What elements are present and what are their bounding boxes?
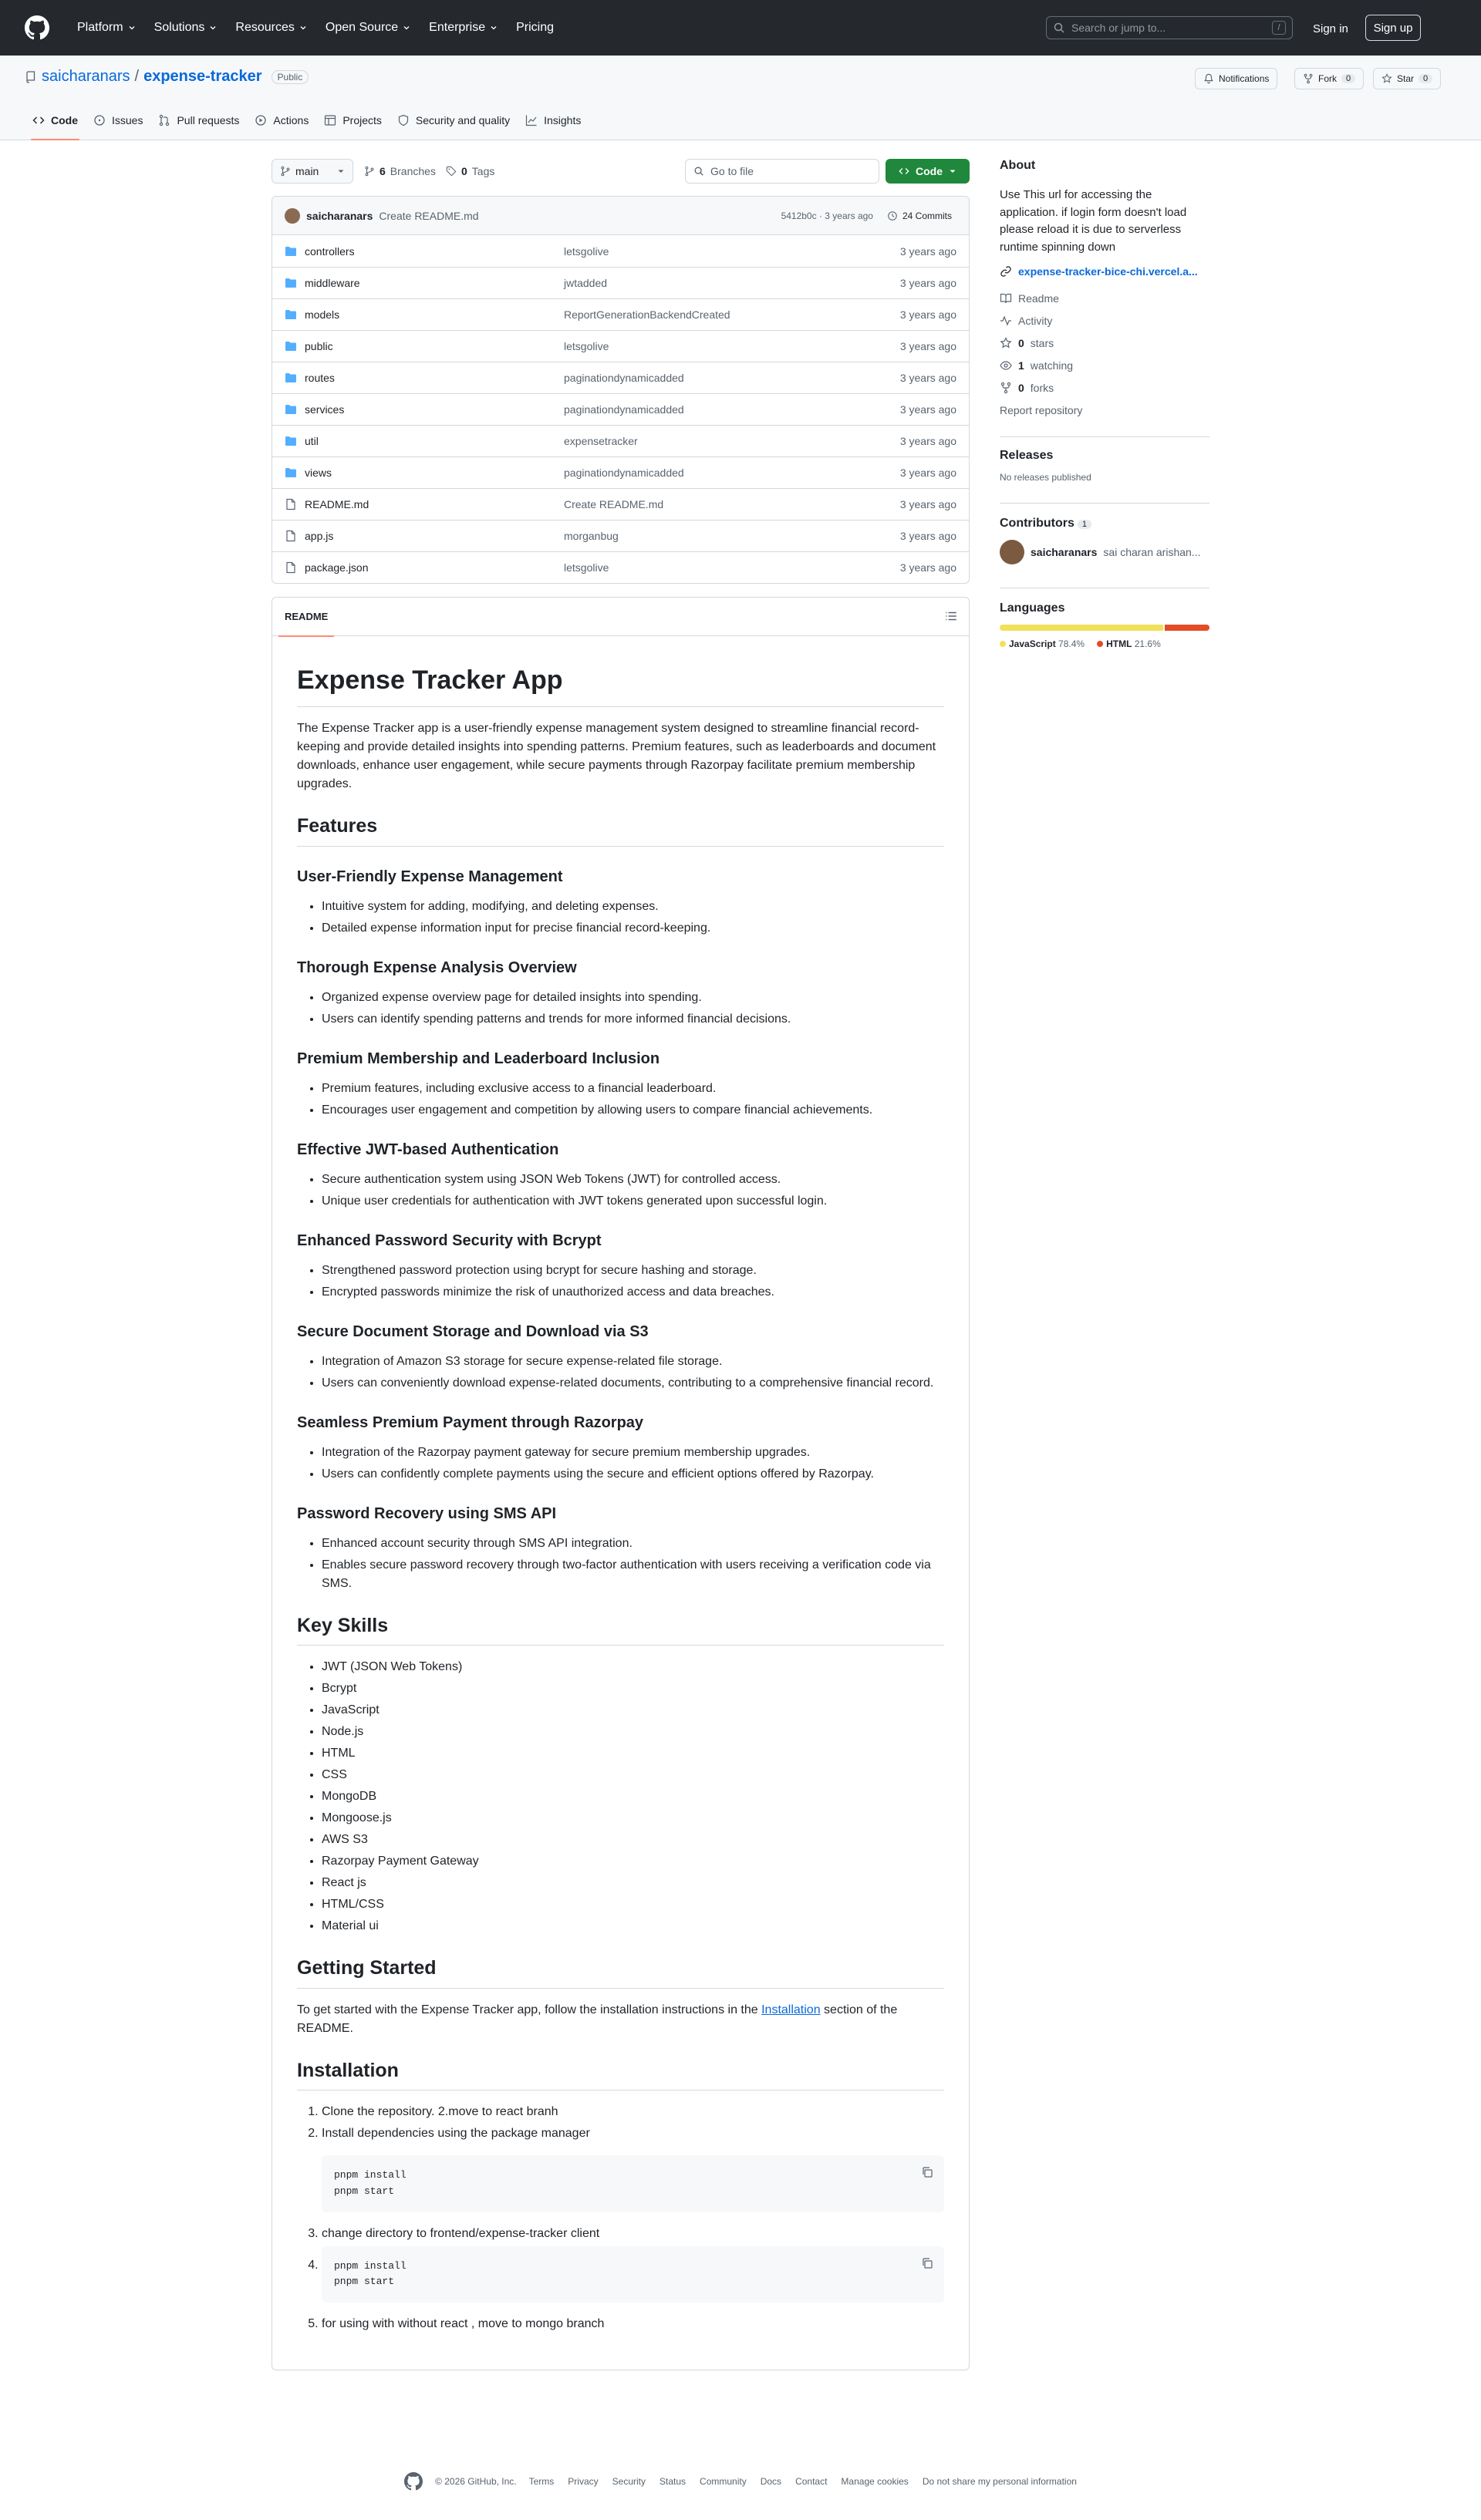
feature-heading: Password Recovery using SMS API [297, 1504, 557, 1522]
contributor-login: saicharanars [1031, 546, 1098, 558]
eye-icon [1000, 359, 1012, 372]
github-logo-icon[interactable] [404, 2472, 423, 2491]
play-icon [255, 114, 267, 126]
file-date: 3 years ago [899, 277, 956, 289]
forks-label: forks [1030, 381, 1054, 394]
releases-section [1000, 449, 1091, 483]
about-section [1000, 187, 1209, 421]
contributors-section [1000, 517, 1209, 564]
step-1: 1. Clone the repository. 2.move to react branh [322, 2103, 944, 2121]
pull-request-icon [158, 114, 170, 126]
folder-icon [285, 308, 297, 321]
folder-icon [285, 340, 297, 352]
tags-label: Tags [471, 165, 495, 177]
code-block [322, 2246, 944, 2303]
file-commit-message[interactable]: jwtadded [564, 277, 608, 289]
footer-link[interactable]: Manage cookies [841, 2476, 909, 2487]
file-date: 3 years ago [899, 561, 956, 574]
file-name[interactable]: views [305, 467, 332, 479]
languages-heading: Languages [1000, 601, 1065, 615]
releases-heading[interactable]: Releases [1000, 449, 1054, 462]
list-item: • AWS S3 [322, 1831, 944, 1849]
branch-icon [364, 166, 375, 177]
watching-label: watching [1030, 359, 1074, 372]
code-button-label: Code [916, 165, 943, 177]
footer [0, 2472, 1481, 2491]
tag-icon [446, 166, 457, 177]
list-item: • Intuitive system for adding, modifying, and deleting expenses. [322, 898, 944, 916]
tab-label: Issues [112, 114, 143, 126]
installation-link[interactable]: Installation [761, 2003, 821, 2016]
file-row[interactable] [272, 393, 969, 425]
tab-code[interactable] [25, 102, 86, 139]
copy-icon[interactable] [921, 2257, 933, 2269]
step-4 [322, 2246, 944, 2303]
getting-started-pre: To get started with the Expense Tracker app, follow the installation instructions in the [297, 2003, 762, 2016]
footer-link[interactable]: Privacy [568, 2476, 599, 2487]
star-count: 0 [1419, 74, 1432, 83]
feature-heading: Thorough Expense Analysis Overview [297, 958, 577, 976]
branch-name: main [295, 165, 319, 177]
contributors-heading[interactable] [1000, 517, 1209, 531]
tab-issues[interactable] [86, 102, 150, 139]
commits-count: 24 Commits [902, 210, 952, 221]
file-date: 3 years ago [899, 308, 956, 321]
repo-separator: / [134, 68, 140, 85]
language-name: JavaScript [1009, 638, 1056, 649]
homepage-link[interactable] [1000, 265, 1209, 278]
readme-link[interactable] [1000, 287, 1209, 309]
footer-link[interactable]: Terms [528, 2476, 555, 2487]
github-logo-icon[interactable] [25, 15, 49, 40]
folder-icon [285, 277, 297, 289]
list-item: • Integration of Amazon S3 storage for secure expense-related file storage. [322, 1353, 944, 1371]
star-label: Star [1397, 73, 1415, 84]
readme-panel [272, 597, 970, 2370]
search-placeholder: Search or jump to... [1071, 22, 1166, 34]
footer-links [529, 2476, 1077, 2487]
file-date: 3 years ago [899, 435, 956, 447]
file-name[interactable]: services [305, 403, 345, 416]
fork-icon [1000, 382, 1012, 394]
list-item: • Mongoose.js [322, 1809, 944, 1828]
star-icon [1381, 73, 1392, 84]
folder-icon [285, 403, 297, 416]
list-item: • Node.js [322, 1723, 944, 1741]
link-icon [1000, 265, 1012, 278]
file-name[interactable]: routes [305, 372, 335, 384]
list-item: • CSS [322, 1766, 944, 1784]
footer-link[interactable]: Contact [795, 2476, 828, 2487]
file-icon [285, 561, 297, 574]
tab-actions[interactable] [247, 102, 316, 139]
contributor-name: sai charan arishan... [1103, 546, 1201, 558]
file-icon [285, 530, 297, 542]
file-name[interactable]: package.json [305, 561, 369, 574]
list-item: • HTML/CSS [322, 1895, 944, 1914]
list-item: • React js [322, 1874, 944, 1892]
tab-insights[interactable] [518, 102, 589, 139]
list-item: • MongoDB [322, 1787, 944, 1806]
history-icon [887, 211, 898, 221]
footer-link[interactable]: Community [700, 2476, 747, 2487]
list-item: • Premium features, including exclusive access to a financial leaderboard. [322, 1080, 944, 1098]
repo-name-link[interactable]: expense-tracker [143, 68, 262, 85]
commit-hash-age[interactable]: 5412b0c · 3 years ago [781, 210, 873, 221]
file-name[interactable]: models [305, 308, 340, 321]
fork-label: Fork [1318, 73, 1337, 84]
nav-label: Solutions [153, 21, 205, 34]
contributor-item[interactable] [1000, 540, 1209, 564]
file-date: 3 years ago [899, 340, 956, 352]
code-icon [32, 114, 45, 126]
language-bar [1000, 625, 1209, 631]
step-5: 5. for using with without react , move to mongo branch [322, 2315, 944, 2333]
chevron-down-icon [337, 167, 345, 175]
code-line: pnpm start [334, 2276, 395, 2288]
file-commit-message[interactable]: expensetracker [564, 435, 638, 447]
nav-label: Enterprise [429, 21, 486, 34]
top-nav [68, 14, 563, 42]
footer-link[interactable]: Do not share my personal information [922, 2476, 1077, 2487]
nav-pricing[interactable] [507, 14, 563, 42]
file-commit-message[interactable]: letsgolive [564, 340, 609, 352]
stars-link[interactable] [1000, 332, 1209, 354]
feature-heading: User-Friendly Expense Management [297, 868, 563, 885]
code-line: pnpm start [334, 2185, 395, 2197]
go-to-file-placeholder: Go to file [710, 165, 754, 177]
chevron-down-icon [209, 24, 217, 32]
branches-label: Branches [390, 165, 436, 177]
nav-solutions[interactable] [145, 14, 227, 42]
copy-icon[interactable] [921, 2166, 933, 2178]
activity-label: Activity [1018, 314, 1053, 327]
file-list [272, 235, 969, 583]
forks-link[interactable] [1000, 376, 1209, 399]
file-row[interactable] [272, 551, 969, 583]
list-item: • Users can conveniently download expense-related documents, contributing to a comprehensive financial record. [322, 1374, 944, 1393]
feature-heading: Premium Membership and Leaderboard Inclusion [297, 1049, 660, 1067]
file-name[interactable]: util [305, 435, 319, 447]
repo-header [0, 56, 1481, 140]
stars-count: 0 [1018, 336, 1024, 349]
file-row[interactable] [272, 456, 969, 488]
notifications-label: Notifications [1219, 73, 1270, 84]
repo-title [25, 68, 309, 86]
feature-list [297, 898, 944, 938]
feature-list [297, 1171, 944, 1211]
notifications-button[interactable] [1195, 68, 1277, 89]
table-icon [324, 114, 336, 126]
readme-intro: The Expense Tracker app is a user-friendly expense management system designed to streamline financial record-keeping and provide detailed insights into spending patterns. Premium features, such as leaderboards and document downloads, enhance user engagement, while secure payments through Razorpay facilitate premium membership upgrades. [297, 722, 936, 790]
go-to-file-input[interactable] [685, 159, 879, 184]
folder-icon [285, 435, 297, 447]
list-item: • Users can confidently complete payments using the secure and efficient options offered by Razorpay. [322, 1465, 944, 1484]
getting-started-post: section of the README. [297, 2003, 898, 2035]
star-icon [1000, 337, 1012, 349]
feature-heading: Secure Document Storage and Download via S3 [297, 1322, 649, 1340]
tab-label: Actions [273, 114, 309, 126]
list-item: • Organized expense overview page for detailed insights into spending. [322, 989, 944, 1007]
list-item: • Detailed expense information input for precise financial record-keeping. [322, 919, 944, 938]
fork-icon [1303, 73, 1314, 84]
tab-label: Code [51, 114, 78, 126]
list-item: • Unique user credentials for authentication with JWT tokens generated upon successful login. [322, 1192, 944, 1211]
list-item: • Integration of the Razorpay payment gateway for secure premium membership upgrades. [322, 1444, 944, 1462]
installation-steps [297, 2103, 944, 2333]
languages-section [1000, 601, 1209, 649]
sign-up-button[interactable]: Sign up [1365, 15, 1421, 41]
file-name[interactable]: middleware [305, 277, 360, 289]
language-dot [1097, 641, 1103, 647]
file-row[interactable] [272, 520, 969, 551]
tab-pull-requests[interactable] [150, 102, 247, 139]
list-item: • Bcrypt [322, 1679, 944, 1698]
branches-link[interactable] [364, 159, 436, 184]
commit-author[interactable]: saicharanars [306, 209, 373, 222]
code-dropdown-button[interactable] [886, 159, 970, 184]
file-commit-message[interactable]: letsgolive [564, 244, 609, 258]
commits-history-link[interactable] [882, 207, 956, 224]
language-item[interactable] [1097, 638, 1161, 649]
branch-icon [280, 166, 291, 177]
list-item: • Users can identify spending patterns and trends for more informed financial decisions. [322, 1010, 944, 1029]
folder-icon [285, 372, 297, 384]
latest-commit-bar [272, 197, 969, 235]
file-name[interactable]: public [305, 340, 333, 352]
file-date: 3 years ago [899, 244, 956, 258]
footer-link[interactable]: Security [612, 2476, 646, 2487]
book-icon [1000, 292, 1012, 305]
file-row[interactable] [272, 425, 969, 456]
list-item: • JavaScript [322, 1701, 944, 1720]
global-header [0, 0, 1481, 56]
step-2 [322, 2124, 944, 2212]
folder-icon [285, 467, 297, 479]
commit-message[interactable]: Create README.md [379, 209, 479, 222]
list-item: • Strengthened password protection using bcrypt for secure hashing and storage. [322, 1262, 944, 1280]
code-line: 4. pnpm install [334, 2259, 407, 2272]
file-commit-message[interactable]: morganbug [564, 530, 619, 542]
skills-list [297, 1658, 944, 1935]
file-row[interactable] [272, 488, 969, 520]
feature-heading: Enhanced Password Security with Bcrypt [297, 1231, 602, 1249]
tags-link[interactable] [446, 159, 494, 184]
list-item: • Material ui [322, 1917, 944, 1935]
bell-icon [1203, 73, 1214, 84]
branch-select[interactable] [272, 159, 353, 184]
footer-copyright: © 2026 GitHub, Inc. [435, 2476, 517, 2487]
readme-tab[interactable]: README [285, 598, 328, 636]
language-legend [1000, 638, 1209, 649]
getting-started-text [297, 2001, 944, 2038]
repo-owner-link[interactable]: saicharanars [42, 68, 130, 85]
feature-heading: Seamless Premium Payment through Razorpay [297, 1413, 644, 1431]
nav-enterprise[interactable] [420, 14, 507, 42]
file-row[interactable] [272, 362, 969, 393]
fork-button[interactable] [1294, 68, 1364, 89]
search-icon [693, 166, 704, 177]
repo-tabs [25, 102, 589, 140]
about-description: Use This url for accessing the application. if login form doesn't load please reload it is due to serverless runtime spinning down [1000, 188, 1187, 254]
folder-icon [285, 245, 297, 258]
search-icon [1053, 22, 1065, 34]
avatar [1000, 540, 1024, 564]
shield-icon [397, 114, 410, 126]
avatar[interactable] [285, 208, 300, 224]
chevron-down-icon [949, 167, 956, 175]
search-shortcut-key: / [1272, 21, 1286, 35]
skills-heading: Key Skills [297, 1612, 944, 1646]
file-date: 3 years ago [899, 372, 956, 384]
file-name[interactable]: controllers [305, 244, 355, 258]
list-item: • HTML [322, 1744, 944, 1763]
fork-count: 0 [1341, 74, 1355, 83]
language-percent: 21.6% [1134, 638, 1161, 649]
file-row[interactable] [272, 267, 969, 298]
divider [1000, 436, 1209, 437]
step-3: 3. change directory to frontend/expense-tracker client [322, 2225, 944, 2243]
features-list [297, 865, 944, 1593]
file-name[interactable]: app.js [305, 530, 334, 542]
language-dot [1000, 641, 1006, 647]
footer-link[interactable]: Docs [760, 2476, 782, 2487]
feature-list [297, 1535, 944, 1593]
file-row[interactable] [272, 330, 969, 362]
branches-count: 6 [380, 165, 386, 177]
tab-projects[interactable] [316, 102, 390, 139]
file-commit-message[interactable]: letsgolive [564, 561, 609, 574]
nav-resources[interactable] [226, 14, 315, 42]
chevron-down-icon [299, 24, 307, 32]
repo-icon [25, 71, 37, 83]
list-icon[interactable] [944, 609, 958, 623]
getting-started-heading: Getting Started [297, 1954, 944, 1989]
file-commit-message[interactable]: paginationdynamicadded [564, 467, 684, 479]
graph-icon [525, 114, 538, 126]
tab-label: Insights [544, 114, 582, 126]
footer-link[interactable]: Status [660, 2476, 687, 2487]
homepage-url: expense-tracker-bice-chi.vercel.a... [1018, 265, 1198, 278]
file-date: 3 years ago [899, 403, 956, 416]
chevron-down-icon [128, 24, 136, 32]
list-item: • Encourages user engagement and competition by allowing users to compare financial achievements. [322, 1101, 944, 1120]
search-input[interactable] [1046, 16, 1293, 39]
tab-label: Security and quality [415, 114, 511, 126]
issue-icon [93, 114, 106, 126]
sign-in-link[interactable]: Sign in [1313, 22, 1348, 35]
feature-list [297, 1444, 944, 1484]
readme-title: Expense Tracker App [297, 661, 944, 707]
readme-header [272, 598, 969, 636]
tab-label: Projects [342, 114, 382, 126]
file-browser [272, 196, 970, 584]
installation-heading: Installation [297, 2057, 944, 2091]
tab-label: Pull requests [177, 114, 240, 126]
list-item: • Encrypted passwords minimize the risk of unauthorized access and data breaches. [322, 1283, 944, 1302]
file-icon [285, 498, 297, 510]
divider [1000, 503, 1209, 504]
chevron-down-icon [403, 24, 410, 32]
file-row[interactable] [272, 298, 969, 330]
activity-link[interactable] [1000, 309, 1209, 332]
contributors-label: Contributors [1000, 517, 1074, 530]
report-repository-link[interactable]: Report repository [1000, 403, 1083, 416]
file-commit-message[interactable]: paginationdynamicadded [564, 403, 684, 416]
list-item: • Enables secure password recovery through two-factor authentication with users receiving a verification code via SMS. [322, 1556, 944, 1593]
step-2-text: Install dependencies using the package manager [322, 2127, 590, 2140]
file-commit-message[interactable]: Create README.md [564, 498, 664, 510]
nav-platform[interactable] [68, 14, 145, 42]
file-date: 3 years ago [899, 467, 956, 479]
list-item: • Enhanced account security through SMS API integration. [322, 1535, 944, 1553]
watching-count: 1 [1018, 359, 1024, 372]
language-item[interactable] [1000, 638, 1085, 649]
code-icon [899, 166, 909, 177]
features-heading: Features [297, 812, 944, 847]
readme-content [272, 636, 969, 2333]
star-button[interactable] [1373, 68, 1441, 89]
list-item: • Razorpay Payment Gateway [322, 1852, 944, 1871]
language-percent: 78.4% [1058, 638, 1085, 649]
list-item: • Secure authentication system using JSON Web Tokens (JWT) for controlled access. [322, 1171, 944, 1189]
stars-label: stars [1030, 336, 1054, 349]
nav-open-source[interactable] [316, 14, 420, 42]
file-commit-message[interactable]: paginationdynamicadded [564, 372, 684, 384]
tags-count: 0 [461, 165, 467, 177]
tab-security[interactable] [390, 102, 518, 139]
code-block [322, 2155, 944, 2212]
feature-heading: Effective JWT-based Authentication [297, 1140, 559, 1158]
file-name[interactable]: README.md [305, 498, 369, 510]
file-date: 3 years ago [899, 530, 956, 542]
forks-count: 0 [1018, 381, 1024, 394]
language-bar-segment [1165, 625, 1209, 631]
feature-list [297, 989, 944, 1029]
file-row[interactable] [272, 235, 969, 267]
watchers-link[interactable] [1000, 354, 1209, 376]
pulse-icon [1000, 315, 1012, 327]
feature-list [297, 1262, 944, 1302]
chevron-down-icon [490, 24, 498, 32]
contributors-count: 1 [1078, 520, 1091, 529]
feature-list [297, 1080, 944, 1120]
file-date: 3 years ago [899, 498, 956, 510]
nav-label: Pricing [516, 21, 554, 34]
nav-label: Platform [77, 21, 123, 34]
visibility-badge: Public [272, 70, 309, 84]
language-name: HTML [1106, 638, 1132, 649]
no-releases-text: No releases published [1000, 472, 1091, 483]
nav-label: Resources [235, 21, 295, 34]
code-line: pnpm install [334, 2169, 407, 2181]
feature-list [297, 1353, 944, 1393]
about-heading: About [1000, 159, 1036, 172]
language-bar-segment [1000, 625, 1163, 631]
file-commit-message[interactable]: ReportGenerationBackendCreated [564, 308, 730, 321]
readme-label: Readme [1018, 291, 1059, 305]
list-item: • JWT (JSON Web Tokens) [322, 1658, 944, 1676]
nav-label: Open Source [325, 21, 399, 34]
